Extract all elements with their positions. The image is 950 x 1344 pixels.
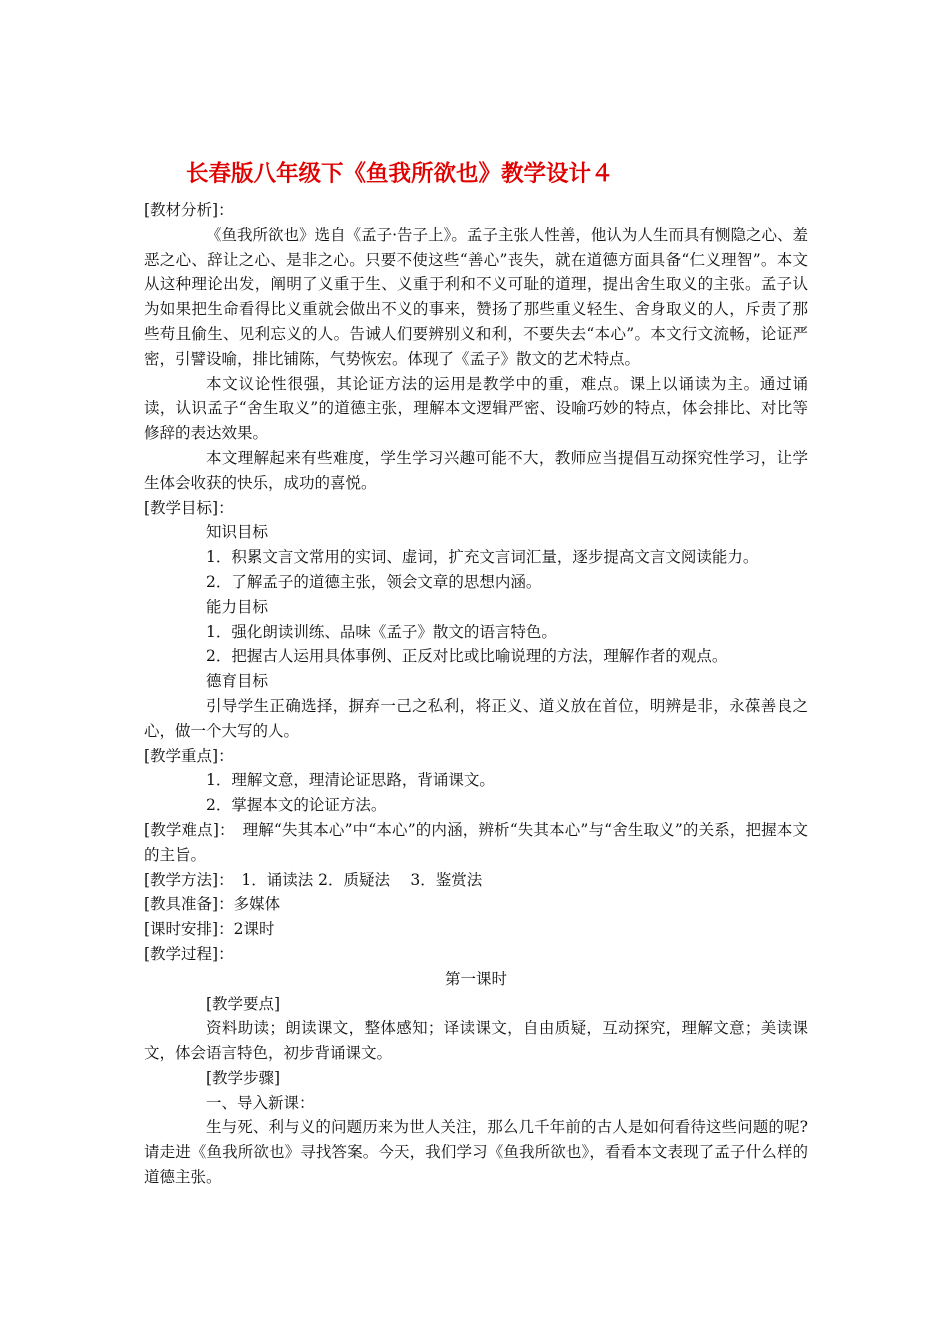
- paragraph: [教学要点]: [206, 994, 281, 1013]
- paragraph: [教学步骤]: [206, 1068, 281, 1087]
- paragraph: 德育目标: [206, 672, 269, 691]
- paragraph: 本文理解起来有些难度，学生学习兴趣可能不大，教师应当提倡互动探究性学习，让学生体会收获的快乐，成功的喜悦。: [144, 448, 808, 492]
- document-body: [144, 198, 808, 1190]
- paragraph: [教学目标]：: [144, 498, 234, 517]
- paragraph: 1．理解文意，理清论证思路，背诵课文。: [206, 771, 495, 790]
- paragraph: 1．强化朗读训练、品味《孟子》散文的语言特色。: [206, 622, 557, 641]
- paragraph: 本文议论性很强，其论证方法的运用是教学中的重，难点。课上以诵读为主。通过诵读，认识孟子“舍生取义”的道德主张，理解本文逻辑严密、设喻巧妙的特点，体会排比、对比等修辞的表达效果。: [144, 374, 808, 443]
- paragraph: [课时安排]：2课时: [144, 920, 275, 939]
- paragraph: 第一课时: [444, 969, 507, 988]
- paragraph: 1．积累文言文常用的实词、虚词，扩充文言词汇量，逐步提高文言文阅读能力。: [206, 548, 759, 567]
- paragraph: 引导学生正确选择，摒弃一己之私利，将正义、道义放在首位，明辨是非，永葆善良之心，做一个大写的人。: [144, 696, 808, 740]
- paragraph: 资料助读；朗读课文，整体感知；译读课文，自由质疑，互动探究，理解文意；美读课文，体会语言特色，初步背诵课文。: [144, 1019, 808, 1063]
- paragraph: [教材分析]：: [144, 201, 234, 219]
- paragraph: 能力目标: [206, 597, 269, 616]
- paragraph: 《鱼我所欲也》选自《孟子·告子上》。孟子主张人性善，他认为人生而具有恻隐之心、羞恶之心、辞让之心、是非之心。只要不使这些“善心”丧失，就在道德方面具备“仁义理智”。本文从这种理论出发，阐明了义重于生、义重于利和不义可耻的道理，提出舍生取义的主张。孟子认为如果把生命看得比义重就会做出不义的事来，赞扬了那些重义轻生、舍身取义的人，斥责了那些苟且偷生、见利忘义的人。告诫人们要辨别义和利，不要失去“本心”。本文行文流畅，论证严密，引譬设喻，排比铺陈，气势恢宏。体现了《孟子》散文的艺术特点。: [144, 225, 808, 368]
- paragraph: [教具准备]：多媒体: [144, 895, 281, 914]
- paragraph: 2．了解孟子的道德主张，领会文章的思想内涵。: [206, 572, 542, 591]
- document-title: 长春版八年级下《鱼我所欲也》教学设计４: [186, 161, 614, 187]
- paragraph: 2．把握古人运用具体事例、正反对比或比喻说理的方法，理解作者的观点。: [206, 647, 728, 666]
- paragraph: 一、导入新课：: [206, 1093, 315, 1112]
- paragraph: [教学重点]：: [144, 746, 234, 765]
- paragraph: 生与死、利与义的问题历来为世人关注，那么几千年前的古人是如何看待这些问题的呢?请走进《鱼我所欲也》寻找答案。今天，我们学习《鱼我所欲也》，看看本文表现了孟子什么样的道德主张。: [144, 1118, 808, 1187]
- paragraph: [教学过程]：: [144, 944, 234, 963]
- paragraph: [教学方法]： 1．诵读法 2．质疑法 3．鉴赏法: [144, 870, 483, 889]
- paragraph: 2．掌握本文的论证方法。: [206, 796, 387, 815]
- paragraph: [教学难点]： 理解“失其本心”中“本心”的内涵，辨析“失其本心”与“舍生取义”的关系，把握本文的主旨。: [144, 820, 808, 864]
- paragraph: 知识目标: [206, 523, 269, 542]
